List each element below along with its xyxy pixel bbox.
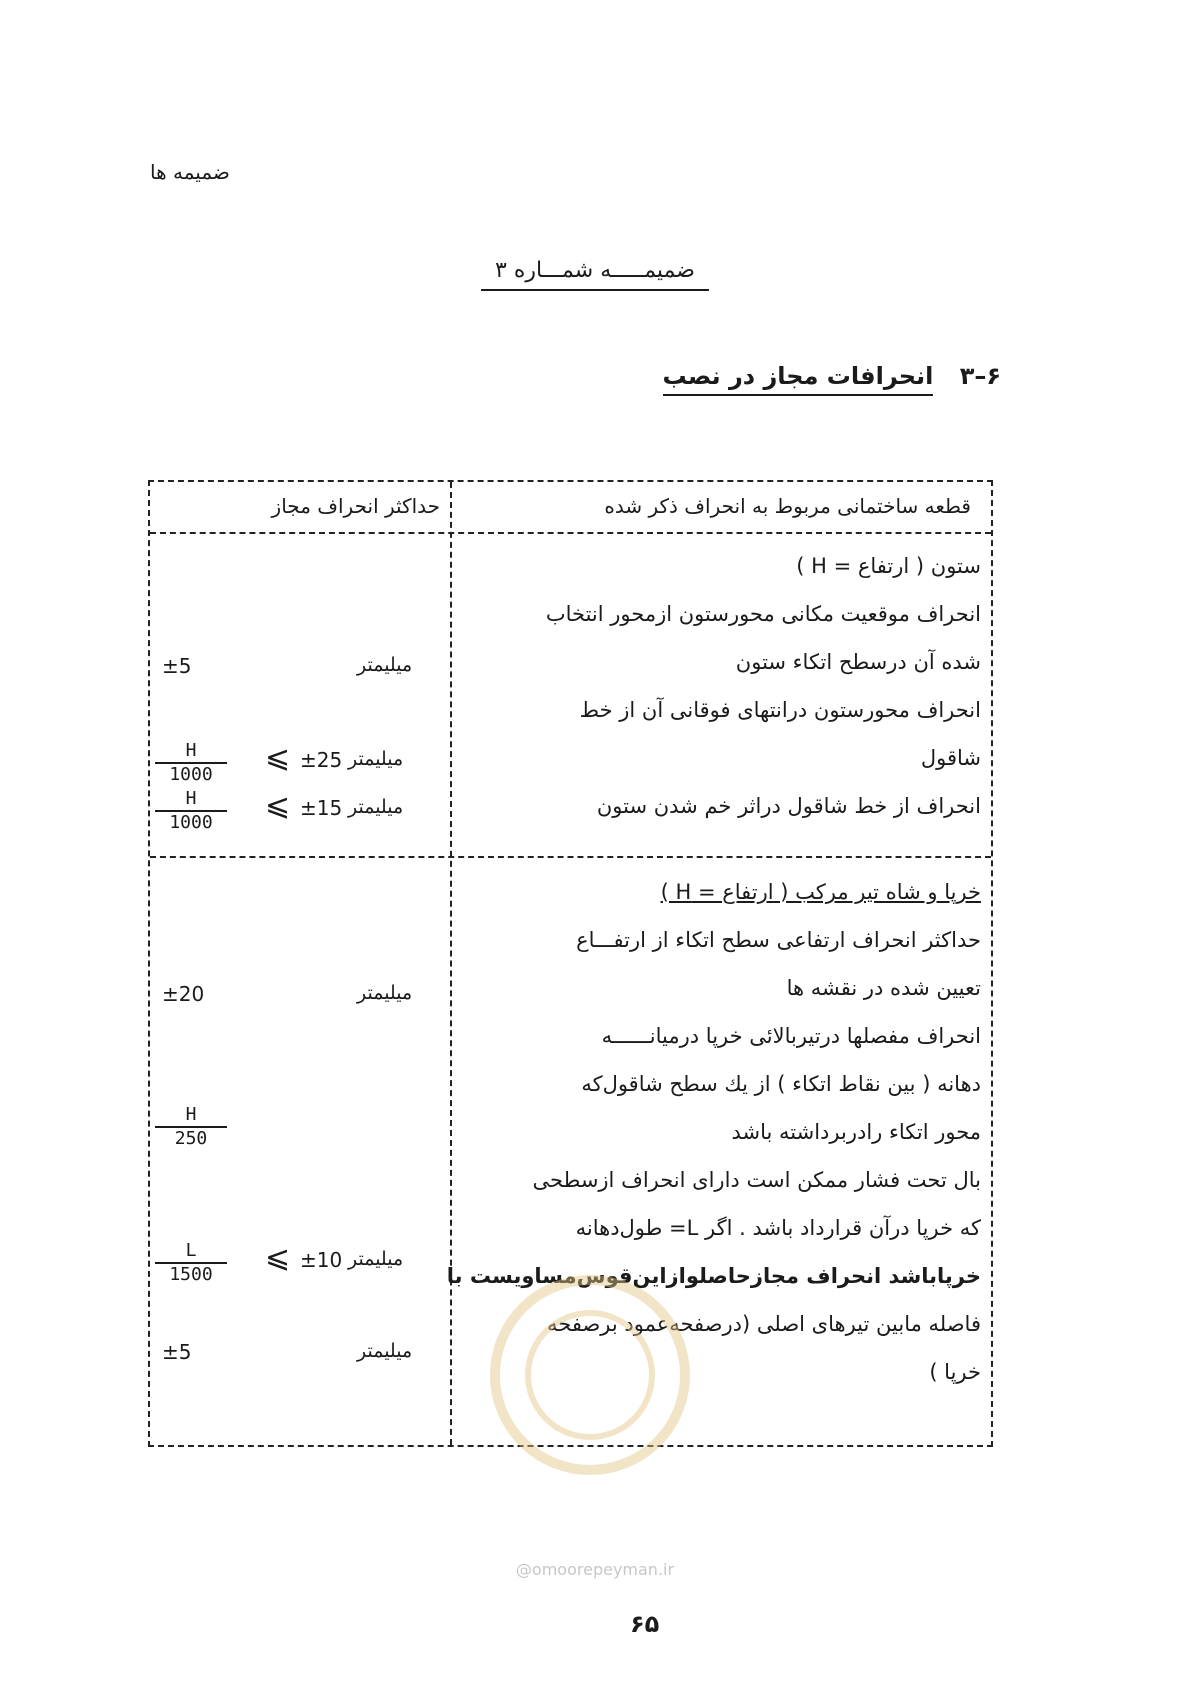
leq-symbol: ⩽ — [265, 740, 291, 775]
leq-symbol: ⩽ — [265, 788, 291, 823]
fraction-numerator: H — [155, 1104, 227, 1128]
tolerance-value — [162, 654, 413, 678]
unit-label: میلیمتر — [348, 796, 404, 818]
text-line: فاصله مابین تیرهای اصلی (درصفحه‌عمود برصفحه — [547, 1312, 981, 1336]
row-column-text — [462, 542, 981, 830]
row-divider — [150, 856, 991, 858]
tolerance-value — [300, 1248, 404, 1272]
column-divider — [450, 482, 452, 1445]
watermark-inner-ring — [525, 1310, 655, 1440]
ratio-fraction — [155, 740, 227, 786]
text-line: خرپاباشد انحراف مجازحاصلوازاین‌قوس‌مساویست با — [446, 1264, 981, 1288]
unit-label: میلیمتر — [357, 982, 413, 1004]
fraction-denominator: 1500 — [169, 1264, 213, 1285]
text-line: انحراف محورستون درانتهای فوقانی آن از خط — [579, 698, 981, 722]
tolerance-value — [300, 748, 404, 772]
column-header-max-deviation: حداکثر انحراف مجاز — [271, 494, 440, 518]
tolerance-symbol: ±25 — [300, 748, 343, 772]
section-title — [663, 362, 1001, 390]
text-line: محور اتکاء رادربرداشته باشد — [731, 1120, 981, 1144]
tolerance-symbol: ±10 — [300, 1248, 343, 1272]
fraction-numerator: H — [155, 788, 227, 812]
unit-label: میلیمتر — [357, 1340, 413, 1362]
header-divider — [150, 532, 991, 534]
tolerance-symbol: ±20 — [162, 982, 205, 1006]
tolerance-symbol: ±15 — [300, 796, 343, 820]
text-line: که خرپا درآن قرارداد باشد . اگر L= طول‌دهانه — [575, 1216, 981, 1240]
tolerance-value — [162, 982, 413, 1006]
text-line: شده آن درسطح اتکاء ستون — [735, 650, 981, 674]
text-line: انحراف موقعیت مکانی محورستون ازمحور انتخاب — [545, 602, 981, 626]
section-number: ۶–۳ — [959, 362, 1001, 390]
unit-label: میلیمتر — [348, 1248, 404, 1270]
text-line: انحراف از خط شاقول دراثر خم شدن ستون — [596, 794, 981, 818]
leq-symbol: ⩽ — [265, 1240, 291, 1275]
fraction-denominator: 250 — [174, 1128, 208, 1149]
watermark-seal — [490, 1275, 690, 1475]
ratio-fraction — [155, 1240, 227, 1286]
unit-label: میلیمتر — [357, 654, 413, 676]
text-line: تعیین شده در نقشه ها — [786, 976, 981, 1000]
ratio-fraction — [155, 1104, 227, 1150]
text-line: خرپا ) — [929, 1360, 981, 1384]
text-line: دهانه ( بین نقاط اتکاء ) از یك سطح شاقول‌که — [581, 1072, 981, 1096]
fraction-numerator: L — [155, 1240, 227, 1264]
page-number: ۶۵ — [630, 1610, 660, 1638]
text-line: حداکثر انحراف ارتفاعی سطح اتکاء از ارتفـــاع — [576, 928, 981, 952]
page-heading — [440, 258, 750, 283]
tolerance-value — [300, 796, 404, 820]
text-line: ستون ( ارتفاع = H ) — [796, 554, 981, 578]
column-header-component: قطعه ساختمانی مربوط به انحراف ذکر شده — [604, 494, 971, 518]
header-label: ضمیمه ها — [150, 160, 230, 184]
section-title-text: انحرافات مجاز در نصب — [663, 362, 934, 396]
page-heading-text: ضمیمـــــه شمـــاره ۳ — [481, 258, 709, 291]
watermark-text: @omoorepeyman.ir — [515, 1560, 675, 1579]
text-line: خرپا و شاه تیر مرکب ( ارتفاع = H ) — [660, 880, 981, 904]
tolerance-symbol: ±5 — [162, 1340, 192, 1364]
unit-label: میلیمتر — [348, 748, 404, 770]
ratio-fraction — [155, 788, 227, 834]
tolerance-value — [162, 1340, 413, 1364]
text-line: انحراف مفصلها درتیربالائی خرپا درمیانــــــه — [601, 1024, 981, 1048]
fraction-numerator: H — [155, 740, 227, 764]
fraction-denominator: 1000 — [169, 812, 213, 833]
text-line: شاقول — [920, 746, 981, 770]
text-line: بال تحت فشار ممکن است دارای انحراف ازسطحی — [532, 1168, 981, 1192]
fraction-denominator: 1000 — [169, 764, 213, 785]
tolerance-symbol: ±5 — [162, 654, 192, 678]
